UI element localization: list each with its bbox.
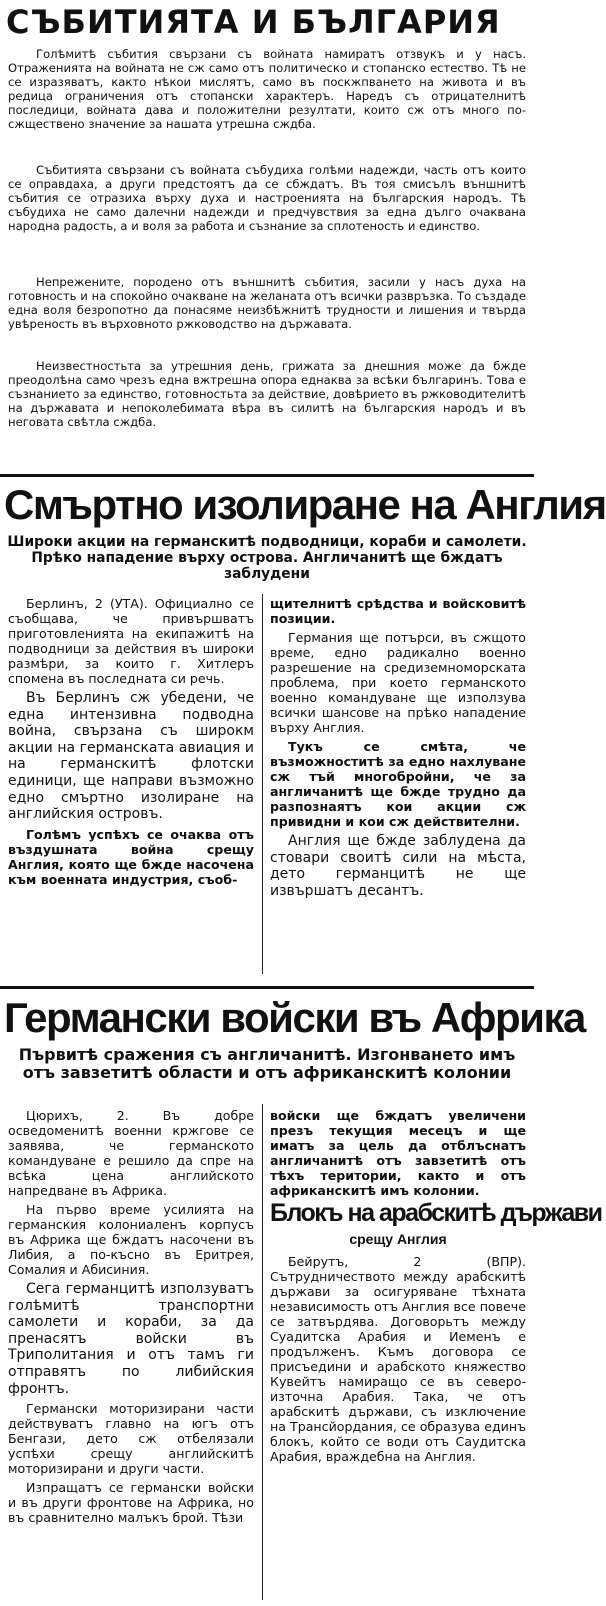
article1-paragraph-2: Събитията свързани съ войната събудиха голѣми надежди, часть отъ които се оправдаха, а други предстоятъ да се сбждатъ. Въ тоя смисълъ външнитѣ събития се отразиха върху духа и настроенията на българския народъ. Тѣ събудиха не само далечни надежди и предчувствия за една дълго очаквана народна радость, а и воля за работа и съзнание за сплотеность и единство. — [8, 163, 526, 233]
article4-title: Блокъ на арабскитѣ държави — [270, 1199, 602, 1227]
article3-left-paragraph-5: Изпращатъ се германски войски и въ други фронтове на Африка, но въ сравнително малъкъ брой. Тѣзи — [8, 1480, 254, 1526]
divider-rule — [0, 474, 534, 477]
article3-left-paragraph-2: На първо време усилията на германския колониаленъ корпусъ въ Африка ще бждатъ насочени въ Либия, а по-късно въ Еритрея, Сомалия и Абисиния. — [8, 1202, 254, 1277]
article3-left-paragraph-3: Сега германцитѣ използуватъ голѣмитѣ транспортни самолети и кораби, за да пренасятъ войски въ Триполитания и отъ тамъ ги отправятъ по либийския фронтъ. — [8, 1281, 254, 1397]
article2-right-paragraph-0: щителнитѣ срѣдства и войсковитѣ позиции. — [270, 596, 526, 626]
article3-left-paragraph-1: Цюрихъ, 2. Въ добре осведоменитѣ военни кржгове се заявява, че германското командуване е решило да спре на всѣка цена английското напредване въ Африка. — [8, 1108, 254, 1198]
article3-left-column — [8, 1108, 254, 1529]
article2-right-paragraph-1: Германия ще потърси, въ сжщото време, едно радикално военно разрешение на средиземноморската проблема, при което германското военно командуване ще използува всички шансове на прѣко нападение върху Англия. — [270, 630, 526, 735]
article1-paragraph-4: Неизвестностьта за утрешния день, грижата за днешния може да бжде преодолѣна само чрезъ една вжтрешна опора еднаква за всѣки българинъ. Това е съзнанието за единство, готовностьта за действие, довѣрието въ ржководителитѣ на държавата и непоколебимата вѣра въ силитѣ на българския народъ и въ неговата свѣтла сждба. — [8, 359, 526, 429]
article4-subtitle: срещу Англия — [349, 1231, 447, 1247]
article3-right-column — [270, 1108, 526, 1202]
article1-title: СЪБИТИЯТА И БЪЛГАРИЯ — [6, 3, 501, 41]
article4-column — [270, 1254, 526, 1468]
article2-title: Смъртно изолиране на Англия — [4, 481, 606, 528]
article3-subtitle: Първитѣ сражения съ англичанитѣ. Изгонването имъ отъ завзетитѣ области и отъ африканскитѣ колонии — [18, 1045, 516, 1082]
article1-paragraph-3: Непрежените, породено отъ външнитѣ събития, засили у насъ духа на готовность и на спокойно очакване на желаната отъ всички развръзка. То създаде една воля безропотно да понасяме неизбѣжнитѣ трудности и лишения и твърда увѣреность въ върховното ржководство на държавата. — [8, 275, 526, 331]
article4-paragraph-1: Бейрутъ, 2 (ВПР). Сътрудничеството между арабскитѣ държави за осигуряване тѣхната независимость отъ Англия все повече се затвърдява. Договорьтъ между Суадитска Арабия и Иеменъ е продълженъ. Къмъ договора се присъедини и арабското княжество Кувейтъ намиращо се въ северо-източна Арабия. Така, че отъ арабскитѣ държави, съ изключение на Трансйордания, се образува единъ блокъ, който се води отъ Саудитска Арабия, враждебна на Англия. — [270, 1254, 526, 1464]
article2-left-paragraph-3: Голѣмъ успѣхъ се очаква отъ въздушната война срещу Англия, която ще бжде насочена към военната индустрия, съоб- — [8, 826, 254, 887]
article3-title: Германски войски въ Африка — [4, 994, 585, 1041]
column-separator — [262, 594, 263, 974]
article2-subtitle: Широки акции на германскитѣ подводници, кораби и самолети. Прѣко нападение върху острова. Англичанитѣ ще бждатъ заблудени — [7, 534, 527, 582]
article2-right-paragraph-3: Англия ще бжде заблудена да стовари своитѣ сили на мѣста, дето германцитѣ не ще извършатъ десантъ. — [270, 833, 526, 899]
divider-rule — [0, 986, 534, 989]
article2-left-paragraph-1: Берлинъ, 2 (УТА). Официално се съобщава, че привършватъ приготовленията на екипажитѣ на подводници за действия въ широки размѣри, за които г. Хитлеръ спомена въ последната си речь. — [8, 596, 254, 686]
article2-left-column — [8, 596, 254, 891]
article3-right-paragraph-0: войски ще бждатъ увеличени презъ текущия месецъ и ще иматъ за цель да отблъснатъ англичанитѣ отъ завзетитѣ отъ тѣхъ територии, както и отъ африканскитѣ имъ колонии. — [270, 1108, 526, 1198]
article1-paragraph-1: Голѣмитѣ събития свързани съ войната намиратъ отзвукъ и у насъ. Отраженията на войната не сж само отъ политическо и стопанско естество. Тѣ не се изразяватъ, както нѣкои мислятъ, само въ поскжпването на живота и въ редица ограничения отъ стопански характеръ. Наредъ съ отрицателнитѣ последици, войната дава и положителни резултати, които сж отъ много по-сжществено значение за нашата утрешна сждба. — [8, 47, 526, 131]
article3-left-paragraph-4: Германски моторизирани части действуватъ главно на югъ отъ Бенгази, дето сж отбелязали успѣхи срещу английскитѣ моторизирани и други части. — [8, 1401, 254, 1477]
article2-right-column — [270, 596, 526, 903]
article2-right-paragraph-2: Тукъ се смѣта, че възможноститѣ за едно нахлуване сж тъй многобройни, че за англичанитѣ ще бжде трудно да разпознаятъ кои акции сж привидни и кои сж действителни. — [270, 739, 526, 829]
column-separator — [262, 1104, 263, 1600]
article2-left-paragraph-2: Въ Берлинъ сж убедени, че една интензивна подводна война, свързана съ широкм акции на германската авиация и на германскитѣ флотски единици, ще направи възможно едно смъртно изолиране на английския островъ. — [8, 690, 254, 823]
